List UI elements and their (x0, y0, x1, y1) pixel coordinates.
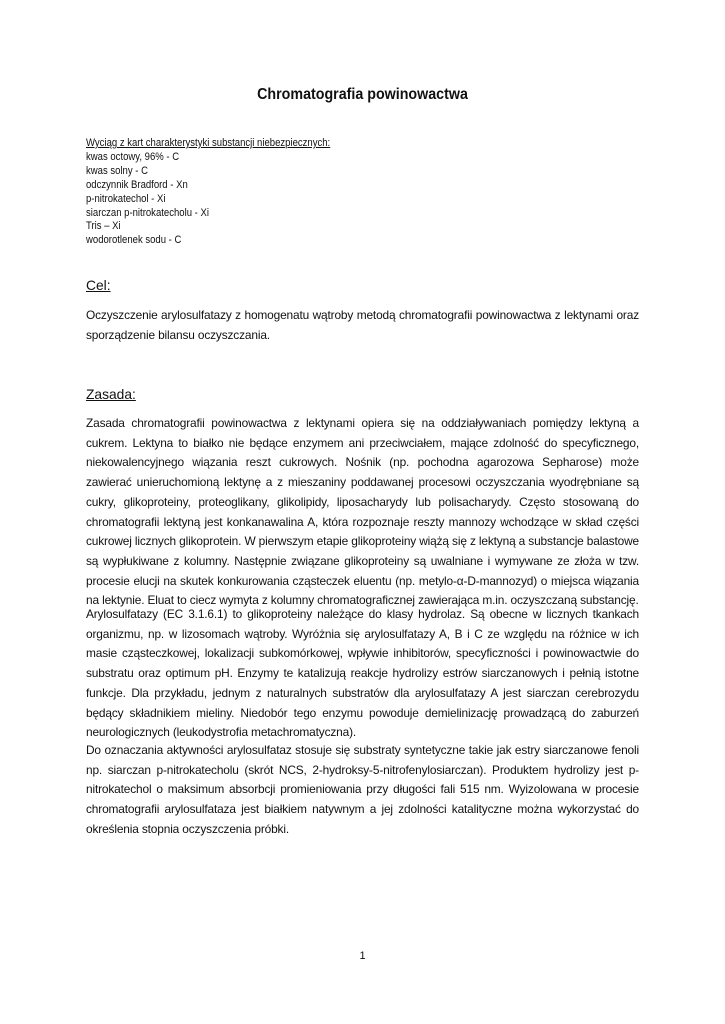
hazard-item: odczynnik Bradford - Xn (86, 178, 188, 191)
paragraph-cel: Oczyszczenie arylosulfatazy z homogenatu wątroby metodą chromatografii powinowactwa z lektynami oraz sporządzenie bilansu oczyszczania. (86, 308, 639, 342)
paragraph-zasada-2: Arylosulfatazy (EC 3.1.6.1) to glikoproteiny należące do klasy hydrolaz. Są obecne w licznych tkankach organizmu, np. w lizosomach wątroby. Wyróżnia się arylosulfatazy A, B i C ze względu na różnice w ich masie cząsteczkowej, lokalizacji subkomórkowej, wpływie inhibitorów, specyficzności i powinowactwie do substratu oraz optimum pH. Enzymy te katalizują reakcje hydrolizy estrów siarczanowych i pełnią istotne funkcje. Dla przykładu, jednym z naturalnych substratów dla arylosulfatazy A jest siarczan cerebrozydu będący składnikiem mieliny. Niedobór tego enzymu powoduje demielinizację prowadzącą do zaburzeń neurologicznych (leukodystrofia metachromatyczna). (86, 607, 639, 740)
section-heading-zasada: Zasada: (86, 387, 136, 402)
hazard-item: Tris – Xi (86, 220, 121, 233)
page-title: Chromatografia powinowactwa (257, 86, 468, 103)
section-heading-cel: Cel: (86, 278, 111, 293)
paragraph-zasada-1: Zasada chromatografii powinowactwa z lektynami opiera się na oddziaływaniach pomiędzy lektyną a cukrem. Lektyna to białko nie będące enzymem ani przeciwciałem, mające zdolność do specyficznego, niekowalencyjnego wiązania reszt cukrowych. Nośnik (np. pochodna agarozowa Sepharose) może zawierać unieruchomioną lektynę a z mieszaniny poddawanej procesowi oczyszczania wyodrębniane są cukry, glikoproteiny, proteoglikany, glikolipidy, liposacharydy lub polisacharydy. Często stosowaną do chromatografii lektyną jest konkanawalina A, która rozpoznaje reszty mannozy wchodzące w skład części cukrowej licznych glikoprotein. W pierwszym etapie glikoproteiny wiążą się z lektyną a substancje balastowe są wypłukiwane z kolumny. Następnie związane glikoproteiny są uwalniane i wymywane ze złoża w tzw. procesie elucji na skutek konkurowania cząsteczek eluentu (np. metylo-α-D-mannozyd) o miejsca wiązania na lektynie. Eluat to ciecz wymyta z kolumny chromatograficznej zawierająca m.in. oczyszczaną substancję. (86, 416, 639, 608)
hazard-item: kwas solny - C (86, 164, 148, 177)
paragraph-zasada-3: Do oznaczania aktywności arylosulfataz stosuje się substraty syntetyczne takie jak estry siarczanowe fenoli np. siarczan p-nitrokatecholu (skrót NCS, 2-hydroksy-5-nitrofenylosiarczan). Produktem hydrolizy jest p-nitrokatechol o maksimum absorbcji promieniowania przy długości fali 515 nm. Wyizolowana w procesie chromatografii arylosulfataza jest białkiem natywnym a jej zdolności katalityczne można wykorzystać do określenia stopnia oczyszczenia próbki. (86, 743, 639, 836)
hazard-item: wodorotlenek sodu - C (86, 234, 182, 247)
page-number: 1 (359, 950, 366, 962)
hazard-item: siarczan p-nitrokatecholu - Xi (86, 206, 209, 219)
hazard-list (86, 137, 330, 248)
hazard-item: kwas octowy, 96% - C (86, 150, 180, 163)
hazard-item: p-nitrokatechol - Xi (86, 192, 166, 205)
hazard-list-heading: Wyciąg z kart charakterystyki substancji niebezpiecznych: (86, 137, 331, 149)
